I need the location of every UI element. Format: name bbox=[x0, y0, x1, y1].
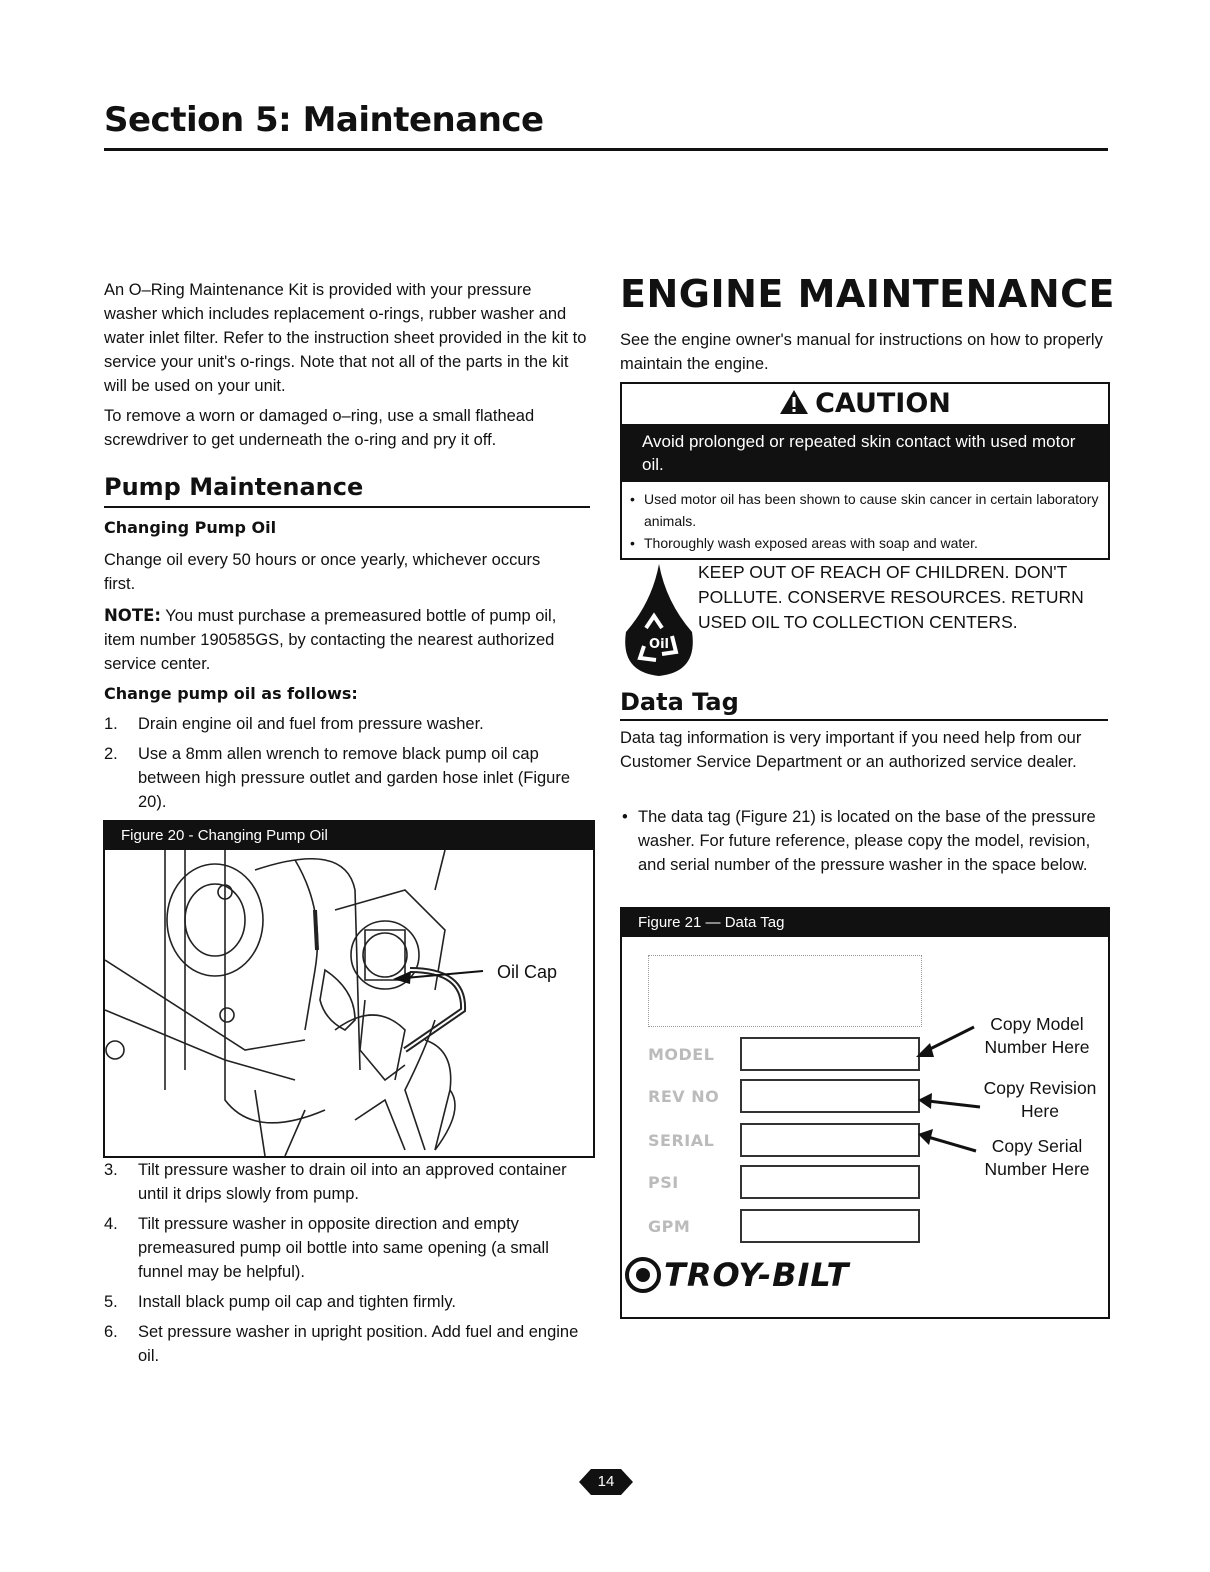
tag-label-serial: SERIAL bbox=[648, 1131, 715, 1150]
engine-maintenance-text: See the engine owner's manual for instructions on how to properly maintain the engine. bbox=[620, 331, 1103, 373]
brand-emblem-icon bbox=[624, 1256, 662, 1294]
left-intro bbox=[104, 278, 588, 458]
steps-list-b bbox=[104, 1158, 590, 1374]
pump-maintenance-heading: Pump Maintenance bbox=[104, 473, 364, 501]
note-text: You must purchase a premeasured bottle of pump oil, item number 190585GS, by contacting the nearest authorized service center. bbox=[104, 607, 557, 673]
pump-illustration bbox=[105, 850, 593, 1156]
brand-name: TROY-BILT bbox=[664, 1256, 850, 1294]
note-label: NOTE: bbox=[104, 606, 161, 625]
gpm-field bbox=[740, 1209, 920, 1243]
warning-triangle-icon bbox=[779, 389, 809, 415]
copy-revision-label: Copy Revision Here bbox=[983, 1078, 1097, 1121]
tag-label-rev: REV NO bbox=[648, 1087, 720, 1106]
model-field bbox=[740, 1037, 920, 1071]
tag-top-area bbox=[648, 955, 922, 1027]
troy-bilt-logo bbox=[624, 1255, 849, 1295]
step-item: 3. Tilt pressure washer to drain oil into an approved container until it drips slowly from pump. bbox=[104, 1161, 567, 1203]
tag-label-model: MODEL bbox=[648, 1045, 715, 1064]
step-item: 5. Install black pump oil cap and tighten firmly. bbox=[104, 1293, 456, 1311]
change-follows-heading: Change pump oil as follows: bbox=[104, 684, 358, 703]
step-item: 4. Tilt pressure washer in opposite direction and empty premeasured pump oil bottle into same opening (a small funnel may be helpful). bbox=[104, 1215, 549, 1281]
page-number: 14 bbox=[597, 1473, 615, 1490]
figure-21 bbox=[620, 907, 1110, 1319]
caution-title: CAUTION bbox=[815, 388, 951, 419]
steps-list-a bbox=[104, 712, 590, 820]
caution-item: • Thoroughly wash exposed areas with soap and water. bbox=[630, 532, 1100, 554]
serial-field bbox=[740, 1123, 920, 1157]
intro-paragraph-2: To remove a worn or damaged o–ring, use a small flathead screwdriver to get underneath the o-ring and pry it off. bbox=[104, 407, 535, 449]
data-tag-bullet: • The data tag (Figure 21) is located on the base of the pressure washer. For future reference, please copy the model, revision, and serial number of the pressure washer in the space below. bbox=[620, 805, 1106, 877]
data-tag-rule bbox=[620, 719, 1108, 721]
intro-paragraph-1: An O–Ring Maintenance Kit is provided with your pressure washer which includes replacement o-rings, rubber washer and water inlet filter. Refer to the instruction sheet provided in the kit to service your unit's o-rings. Note that not all of the parts in the kit will be used on your unit. bbox=[104, 281, 587, 395]
step-item: 2. Use a 8mm allen wrench to remove black pump oil cap between high pressure outlet and garden hose inlet (Figure 20). bbox=[104, 745, 571, 811]
copy-model-label: Copy Model Number Here bbox=[984, 1014, 1090, 1057]
page-number-badge bbox=[579, 1465, 633, 1499]
revision-field bbox=[740, 1079, 920, 1113]
caution-header bbox=[622, 384, 1108, 424]
data-tag-bullets bbox=[620, 805, 1106, 877]
data-tag-heading: Data Tag bbox=[620, 688, 739, 716]
psi-field bbox=[740, 1165, 920, 1199]
copy-serial-label: Copy Serial Number Here bbox=[984, 1136, 1090, 1179]
pump-heading-rule bbox=[104, 506, 590, 508]
tag-label-psi: PSI bbox=[648, 1173, 679, 1192]
step-item: 6. Set pressure washer in upright position. Add fuel and engine oil. bbox=[104, 1323, 579, 1365]
figure-20 bbox=[103, 820, 595, 1158]
caution-list bbox=[622, 482, 1108, 558]
keep-out-warning: KEEP OUT OF REACH OF CHILDREN. DON'T POLLUTE. CONSERVE RESOURCES. RETURN USED OIL TO COLLECTION CENTERS. bbox=[698, 562, 1084, 632]
caution-item: • Used motor oil has been shown to cause skin cancer in certain laboratory animals. bbox=[630, 488, 1100, 532]
caution-warning-bar: Avoid prolonged or repeated skin contact with used motor oil. bbox=[622, 424, 1108, 482]
oil-cap-callout: Oil Cap bbox=[497, 962, 558, 982]
changing-pump-oil-text: Change oil every 50 hours or once yearly, whichever occurs first. bbox=[104, 551, 541, 593]
figure-21-caption: Figure 21 — Data Tag bbox=[622, 909, 1108, 937]
section-title: Section 5: Maintenance bbox=[104, 100, 544, 140]
engine-maintenance-heading: ENGINE MAINTENANCE bbox=[620, 272, 1115, 316]
caution-box bbox=[620, 382, 1110, 560]
oil-icon-label: Oil bbox=[649, 637, 669, 652]
data-tag-text: Data tag information is very important if you need help from our Customer Service Department or an authorized service dealer. bbox=[620, 729, 1082, 771]
section-rule bbox=[104, 148, 1108, 151]
oil-drop-recycle-icon bbox=[620, 562, 698, 680]
figure-20-caption: Figure 20 - Changing Pump Oil bbox=[105, 822, 593, 850]
note-paragraph bbox=[104, 604, 588, 676]
step-item: 1. Drain engine oil and fuel from pressure washer. bbox=[104, 715, 484, 733]
tag-label-gpm: GPM bbox=[648, 1217, 691, 1236]
changing-pump-oil-heading: Changing Pump Oil bbox=[104, 518, 277, 537]
